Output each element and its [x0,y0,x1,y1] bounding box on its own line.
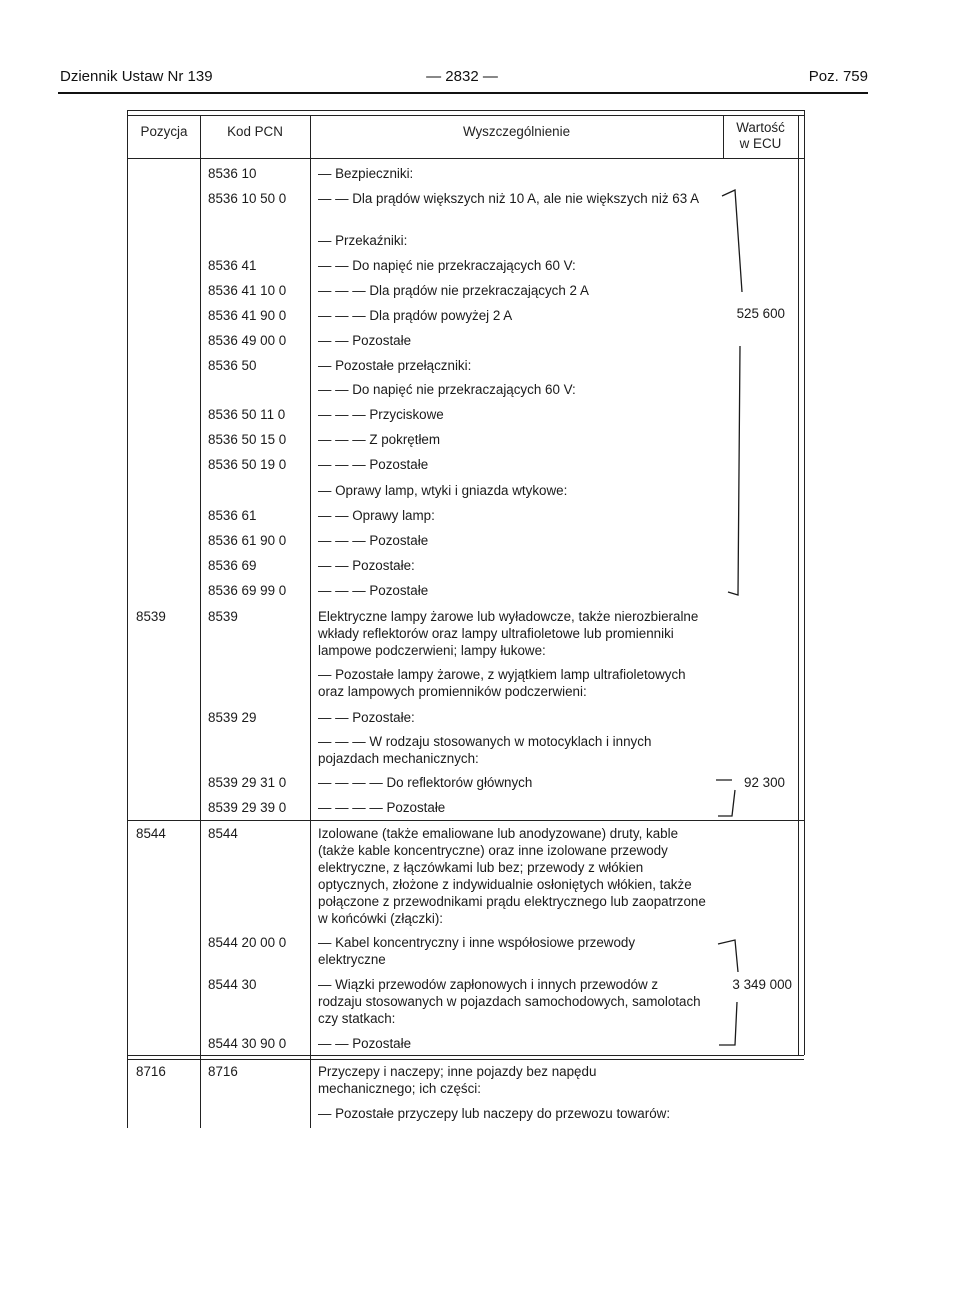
row-code: 8536 61 [208,508,257,523]
bracket-8536 [722,190,742,595]
row-description: — — Pozostałe: [318,710,415,725]
row-code: 8536 61 90 0 [208,533,287,548]
row-description: — Pozostałe przyczepy lub naczepy do przewozu towarów: [318,1106,671,1121]
value-ecu-8539: 92 300 [744,775,785,790]
row-description: — — — W rodzaju stosowanych w motocyklach i innych pojazdach mechanicznych: [318,734,652,766]
row-description: — — — Dla prądów nie przekraczających 2 A [318,283,589,298]
row-description: — — Dla prądów większych niż 10 A, ale nie większych niż 63 A [318,191,700,206]
row-description: — — — Dla prądów powyżej 2 A [318,308,513,323]
row-description: — — — Pozostałe [318,533,429,548]
row-description: — — Do napięć nie przekraczających 60 V: [318,382,576,397]
row-code: 8536 69 99 0 [208,583,287,598]
row-description: Elektryczne lampy żarowe lub wyładowcze, także nierozbieralne wkłady reflektorów oraz lampy ultrafioletowe lub promienniki lampowe podczerwieni; lampy łukowe: [318,609,699,658]
row-description: — Pozostałe lampy żarowe, z wyjątkiem lamp ultrafioletowych oraz lampowych promienników podczerwieni: [318,667,686,699]
col-header-kod: Kod PCN [227,124,283,139]
row-code: 8536 50 11 0 [208,407,286,422]
row-description: — Bezpieczniki: [318,166,414,181]
col-header-pozycja: Pozycja [140,124,188,139]
journal-title: Dziennik Ustaw Nr 139 [60,68,213,85]
row-code: 8544 [208,826,238,841]
row-code: 8536 69 [208,558,257,573]
bracket-8539 [716,780,735,816]
page-number: — 2832 — [426,68,498,85]
row-code: 8544 30 [208,977,257,992]
row-description: — — — — Pozostałe [318,800,446,815]
row-description: Izolowane (także emaliowane lub anodyzowane) druty, kable (także kable koncentryczne) oraz inne izolowane przewody elektryczne, z łączówkami lub bez; przewody z włókien optycznych, złożone z indywidualnie osłoniętych włókien, także połączone z przewodnikami prądu elektrycznego lub zaopatrzone w końcówki (złączki): [318,826,706,926]
row-description: — — — Przyciskowe [318,407,444,422]
row-description: — Kabel koncentryczny i inne współosiowe przewody elektryczne [318,935,636,967]
row-description: — — Pozostałe: [318,558,415,573]
value-ecu-8544: 3 349 000 [732,977,792,992]
row-code: 8536 10 [208,166,257,181]
row-code: 8536 50 19 0 [208,457,287,472]
row-code: 8716 [208,1064,238,1079]
row-description: — Pozostałe przełączniki: [318,358,472,373]
row-position: 8544 [136,826,166,841]
row-description: — — — Z pokrętłem [318,432,441,447]
row-description: — — Pozostałe [318,333,412,348]
row-code: 8536 41 [208,258,257,273]
row-description: — — Oprawy lamp: [318,508,435,523]
row-description: — — — Pozostałe [318,457,429,472]
row-description: — Wiązki przewodów zapłonowych i innych przewodów z rodzaju stosowanych w pojazdach samochodowych, samolotach czy statkach: [318,977,701,1026]
col-header-opis: Wyszczególnienie [462,124,571,139]
row-description: — — — — Do reflektorów głównych [318,775,533,790]
col-header-wartosc-line2: w ECU [739,136,782,151]
row-code: 8544 20 00 0 [208,935,287,950]
row-description: — Przekaźniki: [318,233,408,248]
row-code: 8539 29 [208,710,257,725]
value-ecu-8536: 525 600 [736,306,785,321]
row-description: — — — Pozostałe [318,583,429,598]
row-code: 8536 49 00 0 [208,333,287,348]
row-description: — — Do napięć nie przekraczających 60 V: [318,258,576,273]
bracket-8544 [718,940,738,1045]
row-code: 8536 10 50 0 [208,191,287,206]
row-code: 8536 41 10 0 [208,283,287,298]
row-code: 8539 29 39 0 [208,800,287,815]
row-position: 8716 [136,1064,166,1079]
row-code: 8536 41 90 0 [208,308,287,323]
row-description: Przyczepy i naczepy; inne pojazdy bez napędu mechanicznego; ich części: [318,1064,597,1096]
row-code: 8544 30 90 0 [208,1036,287,1051]
row-code: 8536 50 15 0 [208,432,287,447]
row-code: 8539 29 31 0 [208,775,287,790]
row-code: 8539 [208,609,238,624]
row-description: — Oprawy lamp, wtyki i gniazda wtykowe: [318,483,568,498]
row-description: — — Pozostałe [318,1036,412,1051]
col-header-wartosc-line1: Wartość [736,120,785,135]
row-code: 8536 50 [208,358,257,373]
row-position: 8539 [136,609,166,624]
position-label: Poz. 759 [808,68,868,85]
